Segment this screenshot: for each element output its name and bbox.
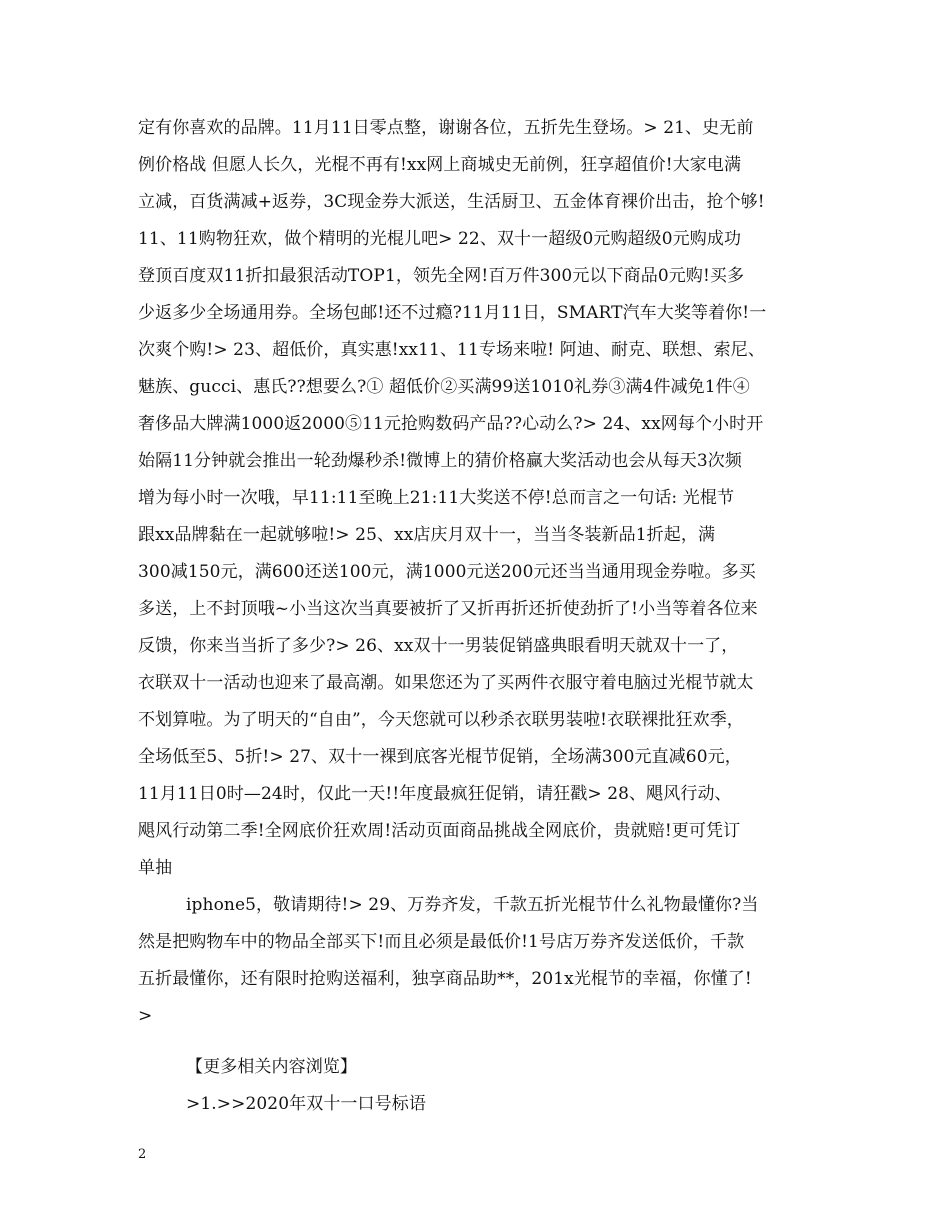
body-line: 次爽个购!> 23、超低价，真实惠!xx11、11专场来啦! 阿迪、耐克、联想、索尼、 <box>138 340 765 360</box>
paragraph-line: > <box>138 1006 153 1026</box>
body-line: 始隔11分钟就会推出一轮劲爆秒杀!微博上的猜价格赢大奖活动也会从每天3次频 <box>138 451 742 471</box>
body-line: 衣联双十一活动也迎来了最高潮。如果您还为了买两件衣服守着电脑过光棍节就太 <box>138 673 754 693</box>
body-line: 登顶百度双11折扣最狠活动TOP1，领先全网!百万件300元以下商品0元购!买多 <box>138 266 745 286</box>
more-content-heading: 【更多相关内容浏览】 <box>186 1057 357 1077</box>
page-number: 2 <box>138 1147 147 1162</box>
body-line: 少返多少全场通用券。全场包邮!还不过瘾?11月11日，SMART汽车大奖等着你!一 <box>138 303 767 323</box>
body-line: 300减150元，满600还送100元，满1000元送200元还当当通用现金券啦。多买 <box>138 562 756 582</box>
paragraph-line: iphone5，敬请期待!> 29、万券齐发，千款五折光棍节什么礼物最懂你?当 <box>186 895 759 915</box>
document-body <box>138 110 814 1123</box>
body-line: 单抽 <box>138 858 173 878</box>
body-line: 全场低至5、5折!> 27、双十一裸到底客光棍节促销，全场满300元直减60元， <box>138 747 742 767</box>
body-line: 飓风行动第二季!全网底价狂欢周!活动页面商品挑战全网底价，贵就赔!更可凭订 <box>138 821 741 841</box>
paragraph-line: 五折最懂你，还有限时抢购送福利，独享商品助**，201x光棍节的幸福，你懂了! <box>138 969 752 989</box>
body-line: 定有你喜欢的品牌。11月11日零点整，谢谢各位，五折先生登场。> 21、史无前 <box>138 118 754 138</box>
section-gap <box>138 1035 814 1049</box>
body-line: 反馈，你来当当折了多少?> 26、xx双十一男装促销盛典眼看明天就双十一了， <box>138 636 739 656</box>
body-line: 多送，上不封顶哦~小当这次当真要被折了又折再折还折使劲折了!小当等着各位来 <box>138 599 758 619</box>
paragraph-line: 然是把购物车中的物品全部买下!而且必须是最低价!1号店万券齐发送低价，千款 <box>138 932 745 952</box>
body-line: 不划算啦。为了明天的“自由”，今天您就可以秒杀衣联男装啦!衣联裸批狂欢季， <box>138 710 744 730</box>
body-line: 增为每小时一次哦，早11:11至晚上21:11大奖送不停!总而言之一句话: 光棍节 <box>138 488 735 508</box>
body-line: 立减，百货满减+返券，3C现金券大派送，生活厨卫、五金体育裸价出击，抢个够! <box>138 192 765 212</box>
body-line: 魅族、gucci、惠氏??想要么?① 超低价②买满99送1010礼券③满4件减免1件④ <box>138 377 750 397</box>
body-line: 跟xx品牌黏在一起就够啦!> 25、xx店庆月双十一，当当冬装新品1折起，满 <box>138 525 716 545</box>
body-line: 11月11日0时—24时，仅此一天!!年度最疯狂促销，请狂戳> 28、飓风行动、 <box>138 784 732 804</box>
body-line: 奢侈品大牌满1000返2000⑤11元抢购数码产品??心动么?> 24、xx网每个小时开 <box>138 414 764 434</box>
body-line: 11、11购物狂欢，做个精明的光棍儿吧> 22、双十一超级0元购超级0元购成功 <box>138 229 742 249</box>
body-line: 例价格战 但愿人长久，光棍不再有!xx网上商城史无前例，狂享超值价!大家电满 <box>138 155 742 175</box>
related-link[interactable]: >1.>>2020年双十一口号标语 <box>186 1094 426 1114</box>
